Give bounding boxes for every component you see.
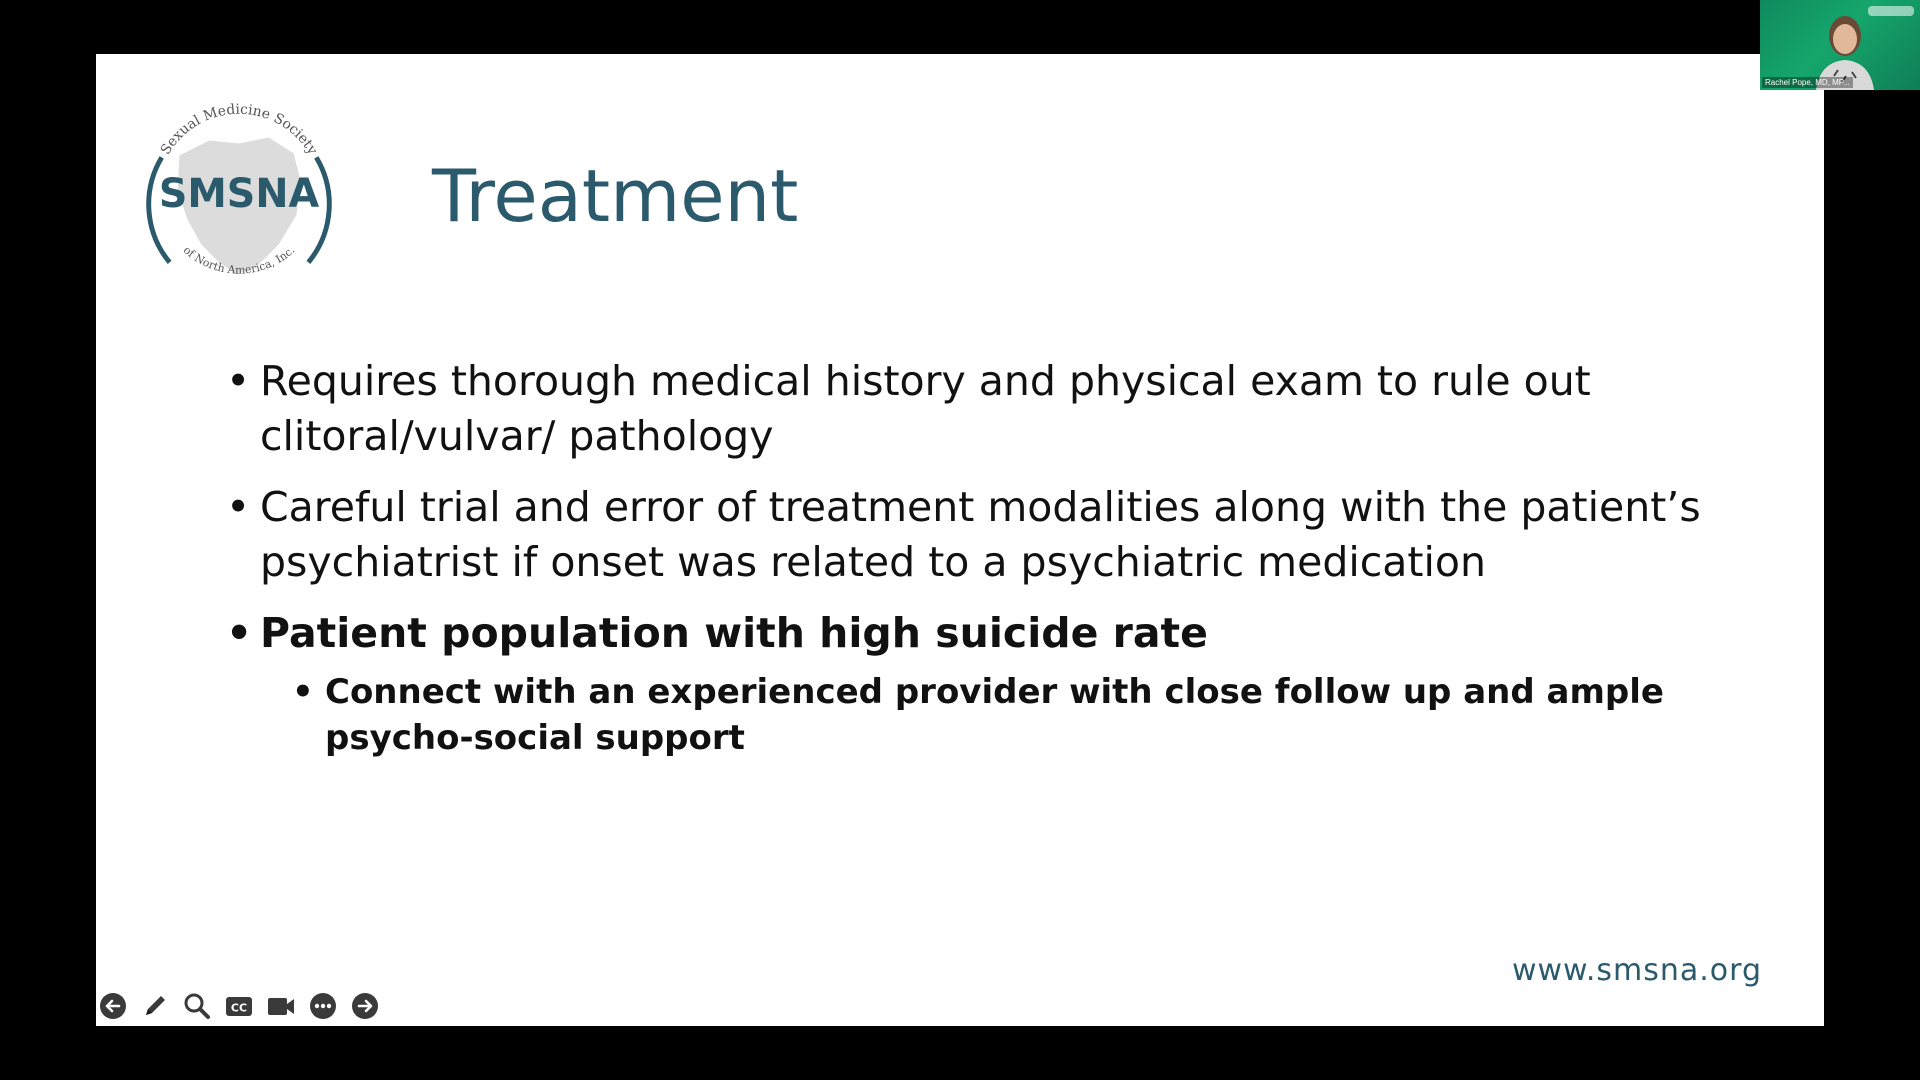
participant-video-tile[interactable] — [1760, 0, 1920, 90]
magnifier-icon — [182, 991, 212, 1021]
video-camera-icon — [266, 991, 296, 1021]
participant-name: Rachel Pope, MD, MP... — [1762, 77, 1853, 88]
bullet-item — [226, 480, 1746, 590]
bullet-item — [226, 354, 1746, 464]
pencil-icon — [140, 991, 170, 1021]
sub-bullet-item — [226, 669, 1746, 761]
bullet-dot: • — [226, 609, 253, 657]
bullet-text: Requires thorough medical history and physical exam to rule out clitoral/vulvar/ pathology — [260, 357, 1591, 460]
cc-label: CC — [230, 1001, 248, 1015]
ellipsis-icon — [308, 991, 338, 1021]
logo-top-arc: Sexual Medicine Society — [157, 101, 321, 158]
sub-bullet-text: Connect with an experienced provider with close follow up and ample psycho-social support — [325, 672, 1664, 758]
arrow-right-icon — [350, 991, 380, 1021]
cc-icon — [224, 991, 254, 1021]
previous-slide-button[interactable] — [98, 991, 128, 1021]
next-slide-button[interactable] — [350, 991, 380, 1021]
slideshow-toolbar — [98, 986, 380, 1026]
bullet-item — [226, 606, 1746, 661]
footer-url: www.smsna.org — [1511, 953, 1762, 988]
arrow-left-icon — [98, 991, 128, 1021]
slide — [96, 54, 1824, 1026]
bullet-text: Patient population with high suicide rate — [260, 609, 1208, 657]
bullet-dot: • — [226, 483, 251, 531]
bullet-dot: • — [292, 672, 314, 712]
smsna-logo — [130, 86, 348, 304]
camera-button[interactable] — [266, 991, 296, 1021]
logo-acronym: SMSNA — [158, 170, 320, 217]
slide-title: Treatment — [432, 154, 799, 238]
more-options-button[interactable] — [308, 991, 338, 1021]
logo-bottom-arc: of North America, Inc. — [180, 243, 298, 277]
zoom-button[interactable] — [182, 991, 212, 1021]
captions-button[interactable] — [224, 991, 254, 1021]
pen-button[interactable] — [140, 991, 170, 1021]
bullet-text: Careful trial and error of treatment modalities along with the patient’s psychiatrist if onset was related to a psychiatric medication — [260, 483, 1701, 586]
bullet-dot: • — [226, 357, 251, 405]
bullet-list — [226, 354, 1746, 761]
